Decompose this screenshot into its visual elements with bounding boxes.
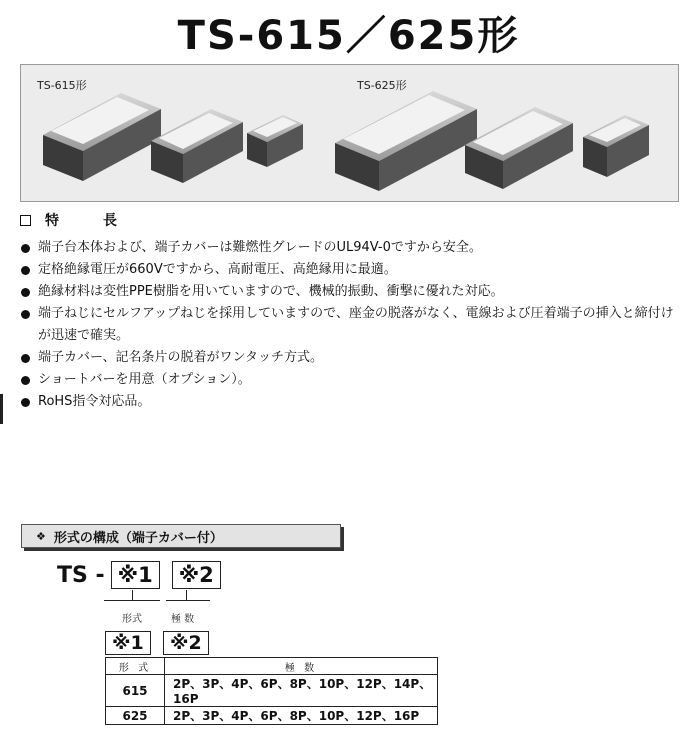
model-type-label: 形式 — [122, 614, 142, 625]
cell-type: 615 — [106, 675, 165, 707]
column-header-poles: 極 数 — [165, 658, 438, 675]
key-box-1: ※1 — [105, 631, 151, 655]
model-box-1: ※1 — [111, 561, 160, 589]
spec-table — [105, 657, 438, 725]
feature-item: 端子台本体および、端子カバーは難燃性グレードのUL94V-0ですから安全。 — [20, 237, 680, 259]
features-heading — [20, 210, 117, 230]
terminal-block-615-medium — [151, 109, 243, 183]
connector-line-1 — [132, 590, 133, 600]
terminal-block-625-large — [335, 91, 477, 191]
photo-label-625: TS-625形 — [357, 79, 407, 92]
table-row — [106, 707, 438, 725]
pole-count-label: 極 数 — [171, 614, 195, 625]
terminal-block-615-small — [247, 115, 303, 167]
feature-item: RoHS指令対応品。 — [20, 391, 680, 413]
model-prefix: TS - — [57, 562, 105, 588]
cell-type: 625 — [106, 707, 165, 725]
page-title: TS-615／625形 — [177, 13, 520, 59]
key-box-2: ※2 — [163, 631, 209, 655]
connector-line-2 — [186, 590, 187, 600]
feature-item: ショートバーを用意（オプション）。 — [20, 369, 680, 391]
terminal-block-615-large — [43, 93, 161, 181]
cell-poles: 2P、3P、4P、6P、8P、10P、12P、16P — [165, 707, 438, 725]
diamond-bullet-icon: ❖ — [36, 529, 46, 543]
model-structure-title: 形式の構成（端子カバー付） — [53, 530, 223, 546]
terminal-block-illustration — [21, 65, 678, 201]
table-header-row — [106, 658, 438, 675]
feature-item: 絶縁材料は変性PPE樹脂を用いていますので、機械的振動、衝撃に優れた対応。 — [20, 281, 680, 303]
connector-bar-2 — [166, 600, 210, 601]
product-photo-panel — [20, 64, 679, 202]
connector-bar-1 — [104, 600, 160, 601]
model-box-2: ※2 — [172, 561, 221, 589]
features-list — [20, 237, 680, 413]
terminal-block-625-medium — [465, 107, 573, 189]
model-code — [57, 561, 233, 589]
square-bullet-icon — [20, 215, 31, 226]
photo-label-615: TS-615形 — [37, 79, 87, 92]
column-header-type: 形 式 — [106, 658, 165, 675]
feature-item: 定格絶縁電圧が660Vですから、高耐電圧、高絶縁用に最適。 — [20, 259, 680, 281]
features-heading-char-1: 特 — [45, 213, 63, 229]
model-structure-heading — [21, 524, 341, 548]
feature-item: 端子ねじにセルフアップねじを採用していますので、座金の脱落がなく、電線および圧着端子の挿入と締付けが迅速で確実。 — [20, 303, 680, 347]
cell-poles: 2P、3P、4P、6P、8P、10P、12P、14P、16P — [165, 675, 438, 707]
margin-marker — [0, 394, 3, 424]
table-row — [106, 675, 438, 707]
terminal-block-625-small — [583, 115, 649, 177]
features-heading-char-2: 長 — [103, 213, 117, 229]
feature-item: 端子カバー、記名条片の脱着がワンタッチ方式。 — [20, 347, 680, 369]
